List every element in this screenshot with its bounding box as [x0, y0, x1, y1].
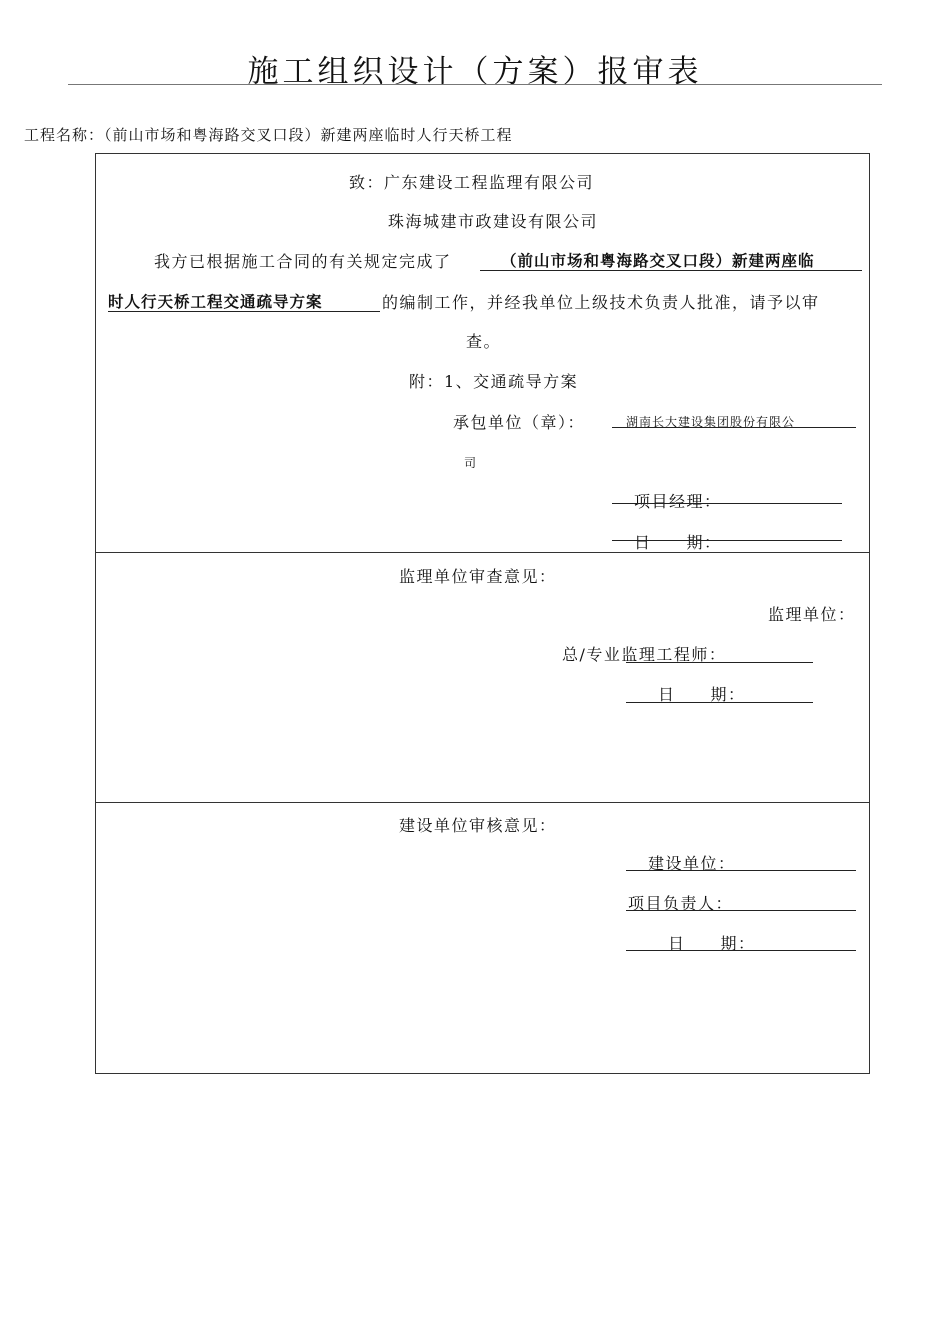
section-divider-2	[96, 802, 869, 803]
section-divider-1	[96, 552, 869, 553]
contractor-label: 承包单位（章）：	[453, 413, 586, 432]
project-name-label: 工程名称：	[24, 126, 105, 144]
owner-date-label: 日 期：	[668, 934, 756, 953]
supervisor-engineer-signature-line	[626, 662, 813, 663]
contractor-name-wrap: 司	[464, 456, 478, 470]
project-manager-label: 项目经理：	[634, 492, 722, 511]
body-continue-text: 的编制工作，并经我单位上级技术负责人批准，请予以审	[382, 293, 820, 312]
plan-name-line-1: （前山市场和粤海路交叉口段）新建两座临	[501, 251, 815, 270]
title-underline	[68, 84, 882, 85]
supervisor-date-line	[626, 702, 813, 703]
contractor-name: 湖南长大建设集团股份有限公	[626, 415, 796, 429]
recipient-owner: 珠海城建市政建设有限公司	[388, 212, 599, 231]
body-end-text: 查。	[466, 332, 502, 351]
plan-name-underline-1	[480, 270, 862, 271]
recipient-supervisor: 广东建设工程监理有限公司	[384, 173, 595, 192]
supervisor-unit-label: 监理单位：	[768, 605, 856, 624]
contractor-underline	[612, 427, 856, 428]
supervisor-engineer-label: 监理工程师：	[621, 645, 727, 664]
project-name-row	[24, 124, 513, 145]
to-prefix: 致：	[349, 173, 385, 192]
owner-leader-line	[626, 910, 856, 911]
owner-leader-label: 项目负责人：	[628, 894, 734, 913]
owner-unit-line	[626, 870, 856, 871]
recipient-line-1	[349, 170, 594, 193]
project-manager-signature-line	[612, 503, 842, 504]
engineer-prefix: 总/专业	[562, 645, 622, 664]
owner-date-line	[626, 950, 856, 951]
contractor-date-label: 日 期：	[634, 533, 722, 552]
project-name-value: （前山市场和粤海路交叉口段）新建两座临时人行天桥工程	[104, 126, 513, 144]
body-intro-text: 我方已根据施工合同的有关规定完成了	[154, 252, 452, 271]
plan-name-line-2: 时人行天桥工程交通疏导方案	[108, 292, 323, 311]
attachment-line: 附：1、交通疏导方案	[409, 372, 579, 391]
owner-opinion-heading: 建设单位审核意见：	[399, 816, 557, 835]
supervisor-date-label: 日 期：	[658, 685, 746, 704]
review-form-table	[95, 153, 870, 1074]
form-title: 施工组织设计（方案）报审表	[247, 54, 703, 90]
contractor-date-line	[612, 540, 842, 541]
supervisor-opinion-heading: 监理单位审查意见：	[399, 567, 557, 586]
owner-unit-label: 建设单位：	[648, 854, 736, 873]
plan-name-underline-2	[108, 311, 380, 312]
